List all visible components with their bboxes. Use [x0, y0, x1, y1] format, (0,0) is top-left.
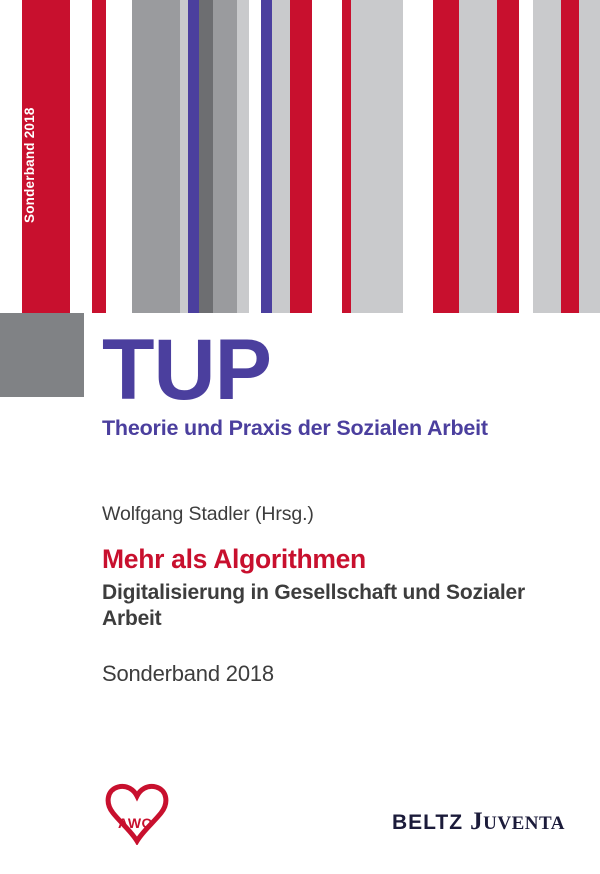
awo-heart-icon	[103, 783, 181, 845]
cover-text-block	[102, 322, 572, 687]
stripe-12	[272, 0, 290, 313]
stripe-band	[0, 0, 600, 313]
stripe-15	[342, 0, 351, 313]
stripe-1	[70, 0, 92, 313]
stripe-10	[249, 0, 261, 313]
editor-name: Wolfgang Stadler (Hrsg.)	[102, 503, 314, 526]
spine-label: Sonderband 2018	[22, 107, 37, 224]
publisher-logo	[392, 808, 565, 836]
series-name: Theorie und Praxis der Sozialen Arbeit	[102, 416, 488, 441]
stripe-14	[312, 0, 342, 313]
stripe-11	[261, 0, 272, 313]
stripe-16	[351, 0, 403, 313]
stripe-18	[433, 0, 459, 313]
stripe-7	[199, 0, 213, 313]
stripe-0	[0, 0, 22, 313]
stripe-23	[561, 0, 579, 313]
stripe-6	[188, 0, 199, 313]
volume-label: Sonderband 2018	[102, 661, 274, 687]
stripe-5	[180, 0, 188, 313]
cover-body	[0, 313, 600, 874]
stripe-19	[459, 0, 497, 313]
awo-logo-text: AWO	[118, 815, 153, 831]
spine-bar	[22, 0, 70, 313]
book-subtitle: Digitalisierung in Gesellschaft und Sozialer Arbeit	[102, 581, 525, 630]
stripe-8	[213, 0, 237, 313]
stripe-21	[519, 0, 533, 313]
book-title: Mehr als Algorithmen	[102, 544, 366, 575]
stripe-24	[579, 0, 600, 313]
stripe-2	[92, 0, 106, 313]
stripe-3	[106, 0, 132, 313]
stripe-9	[237, 0, 249, 313]
publisher-beltz: BELTZ	[391, 811, 464, 834]
stripe-22	[533, 0, 561, 313]
publisher-juventa-cap: J	[470, 808, 484, 835]
stripe-4	[132, 0, 180, 313]
stripe-17	[403, 0, 433, 313]
publisher-juventa-rest: UVENTA	[483, 813, 565, 834]
grey-corner-block	[0, 313, 84, 397]
stripe-20	[497, 0, 519, 313]
stripe-13	[290, 0, 312, 313]
series-acronym: TUP	[102, 322, 271, 418]
